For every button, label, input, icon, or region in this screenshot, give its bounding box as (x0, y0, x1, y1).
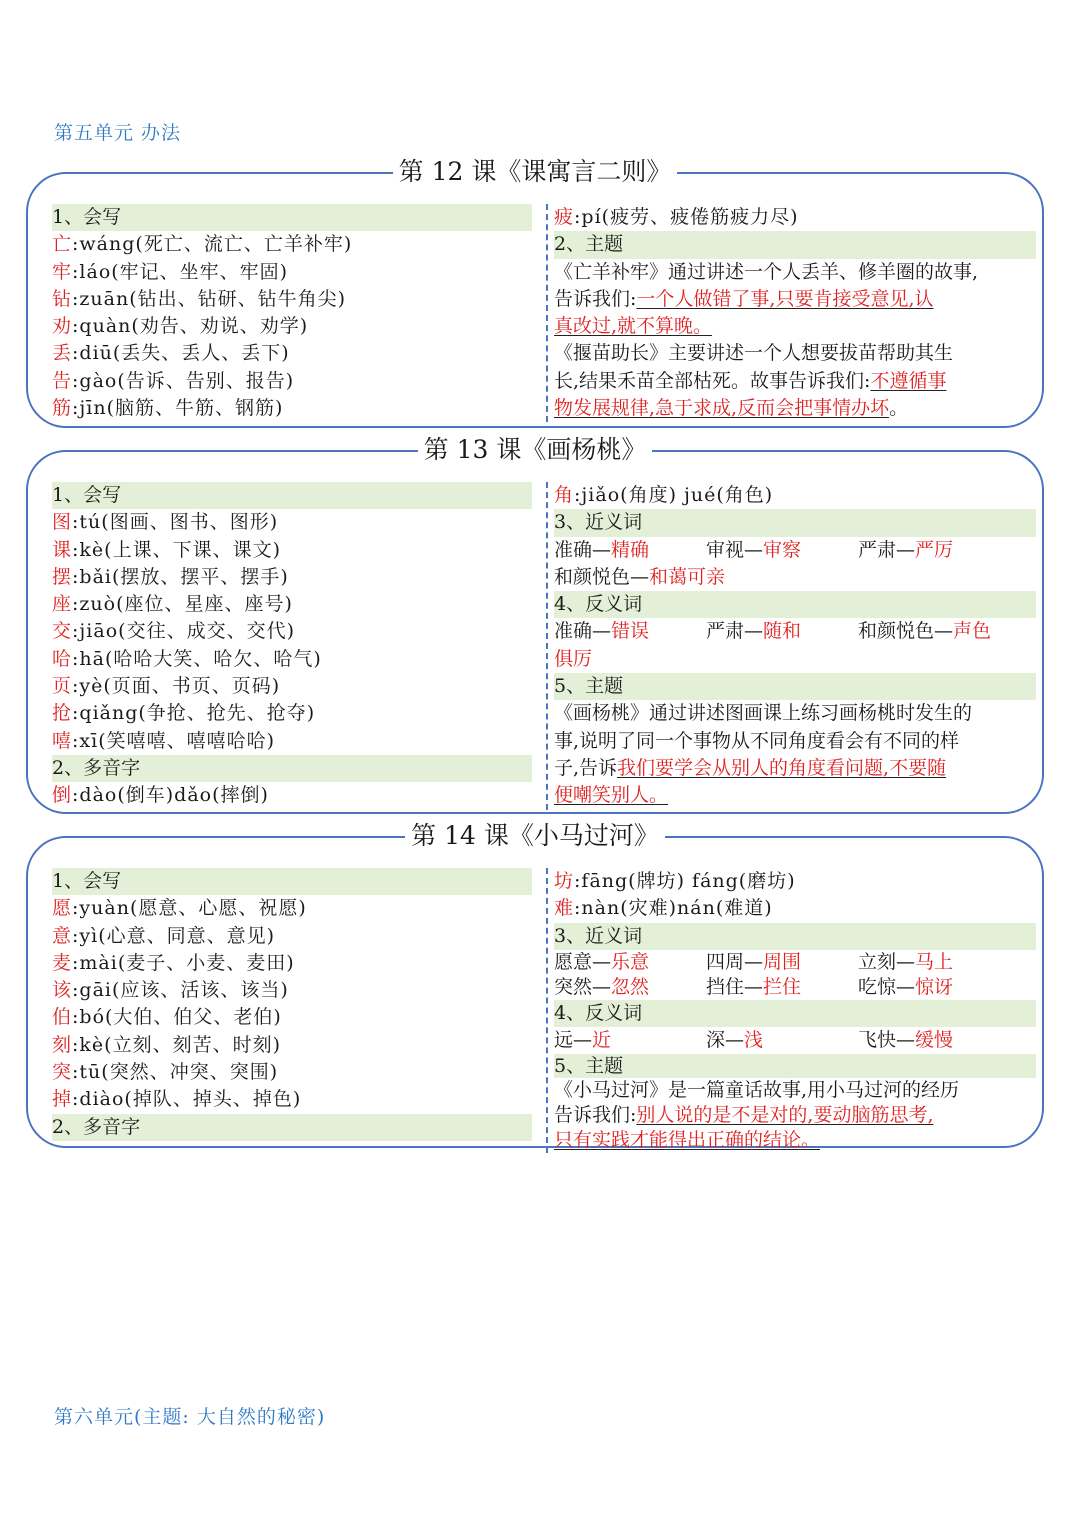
theme-text: 告诉我们:一个人做错了事,只要肯接受意见,认 (554, 287, 934, 310)
char-entry: 疲:pí(疲劳、疲倦筋疲力尽) (554, 206, 799, 228)
section-heading: 2、主题 (554, 231, 1036, 258)
theme-text: 物发展规律,急于求成,反而会把事情办坏。 (554, 397, 909, 420)
char-entry: 图:tú(图画、图书、图形) (52, 511, 279, 534)
synonym-row: 突然—忽然 挡住—拦住 吃惊—惊讶 (554, 975, 954, 998)
char-entry: 劝:quàn(劝告、劝说、劝学) (52, 315, 309, 338)
char-entry: 抢:qiǎng(争抢、抢先、抢夺) (52, 702, 316, 725)
lesson-14-title: 第 14 课《小马过河》 (28, 818, 1042, 854)
lesson-14-left-column (52, 868, 532, 1141)
char-entry: 交:jiāo(交往、成交、交代) (52, 620, 295, 643)
theme-text: 真改过,就不算晚。 (554, 315, 713, 338)
char-entry: 坊:fāng(牌坊) fáng(磨坊) (554, 870, 796, 892)
lesson-12-right-column (546, 204, 1036, 422)
char-entry: 掉:diào(掉队、掉头、掉色) (52, 1088, 302, 1111)
lesson-13-left-column (52, 482, 532, 810)
synonym-row: 和颜悦色—和蔼可亲 (554, 565, 726, 588)
char-entry: 难:nàn(灾难)nán(难道) (554, 897, 773, 920)
char-entry: 筋:jīn(脑筋、牛筋、钢筋) (52, 397, 284, 420)
char-entry: 角:jiǎo(角度) jué(角色) (554, 484, 774, 506)
section-heading: 1、会写 (52, 482, 532, 509)
theme-text: 《小马过河》是一篇童话故事,用小马过河的经历 (554, 1079, 960, 1102)
antonym-row: 准确—错误 严肃—随和 和颜悦色—声色 (554, 620, 992, 643)
char-entry: 告:gào(告诉、告别、报告) (52, 369, 295, 392)
unit-six-heading: 第六单元(主题: 大自然的秘密) (54, 1406, 326, 1428)
section-heading: 3、近义词 (554, 923, 1036, 950)
char-entry: 意:yì(心意、同意、意见) (52, 924, 276, 947)
char-entry: 愿:yuàn(愿意、心愿、祝愿) (52, 897, 307, 920)
char-entry: 突:tū(突然、冲突、突围) (52, 1061, 279, 1084)
lesson-12-left-column (52, 204, 532, 422)
theme-text: 事,说明了同一个事物从不同角度看会有不同的样 (554, 729, 960, 752)
section-heading: 1、会写 (52, 204, 532, 231)
theme-text: 《揠苗助长》主要讲述一个人想要拔苗帮助其生 (554, 342, 954, 365)
char-entry: 丢:diū(丢失、丢人、丢下) (52, 342, 290, 365)
theme-text: 子,告诉我们要学会从别人的角度看问题,不要随 (554, 756, 947, 779)
char-entry: 该:gāi(应该、活该、该当) (52, 979, 289, 1002)
char-entry: 亡:wáng(死亡、流亡、亡羊补牢) (52, 233, 353, 256)
theme-text: 便嘲笑别人。 (554, 784, 669, 807)
char-entry: 座:zuò(座位、星座、座号) (52, 593, 293, 616)
char-entry: 刻:kè(立刻、刻苦、时刻) (52, 1033, 281, 1056)
lesson-14-right-column (546, 868, 1036, 1153)
polyphone-entry: 倒:dào(倒车)dǎo(摔倒) (52, 784, 269, 807)
theme-text: 告诉我们:别人说的是不是对的,要动脑筋思考, (554, 1104, 934, 1127)
theme-text: 只有实践才能得出正确的结论。 (554, 1129, 821, 1152)
char-entry: 牢:láo(牢记、坐牢、牢固) (52, 260, 289, 283)
section-heading: 2、多音字 (52, 1114, 532, 1141)
section-heading: 2、多音字 (52, 755, 532, 782)
synonym-row: 准确—精确 审视—审察 严肃—严厉 (554, 538, 954, 561)
char-entry: 伯:bó(大伯、伯父、老伯) (52, 1006, 282, 1029)
lesson-12-card (26, 157, 1044, 428)
char-entry: 钻:zuān(钻出、钻研、钻牛角尖) (52, 287, 347, 310)
lesson-13-card (26, 435, 1044, 814)
char-entry: 摆:bǎi(摆放、摆平、摆手) (52, 565, 289, 588)
lesson-14-card (26, 821, 1044, 1152)
theme-text: 《画杨桃》通过讲述图画课上练习画杨桃时发生的 (554, 702, 973, 725)
lesson-13-right-column (546, 482, 1036, 810)
antonym-row: 远—近 深—浅 飞快—缓慢 (554, 1029, 954, 1052)
theme-text: 长,结果禾苗全部枯死。故事告诉我们:不遵循事 (554, 369, 947, 392)
theme-text: 《亡羊补牢》通过讲述一个人丢羊、修羊圈的故事, (554, 260, 979, 283)
char-entry: 哈:hā(哈哈大笑、哈欠、哈气) (52, 647, 322, 670)
char-entry: 页:yè(页面、书页、页码) (52, 675, 281, 698)
unit-five-heading: 第五单元 办法 (54, 122, 182, 144)
section-heading: 4、反义词 (554, 1000, 1036, 1027)
synonym-row: 愿意—乐意 四周—周围 立刻—马上 (554, 950, 954, 973)
section-heading: 5、主题 (554, 1054, 1036, 1078)
section-heading: 1、会写 (52, 868, 532, 895)
section-heading: 4、反义词 (554, 591, 1036, 618)
char-entry: 嘻:xī(笑嘻嘻、嘻嘻哈哈) (52, 729, 276, 752)
lesson-12-title: 第 12 课《课寓言二则》 (28, 154, 1042, 190)
char-entry: 课:kè(上课、下课、课文) (52, 538, 281, 561)
section-heading: 5、主题 (554, 673, 1036, 700)
antonym-row: 俱厉 (554, 647, 593, 670)
section-heading: 3、近义词 (554, 509, 1036, 536)
char-entry: 麦:mài(麦子、小麦、麦田) (52, 951, 295, 974)
lesson-13-title: 第 13 课《画杨桃》 (28, 432, 1042, 468)
